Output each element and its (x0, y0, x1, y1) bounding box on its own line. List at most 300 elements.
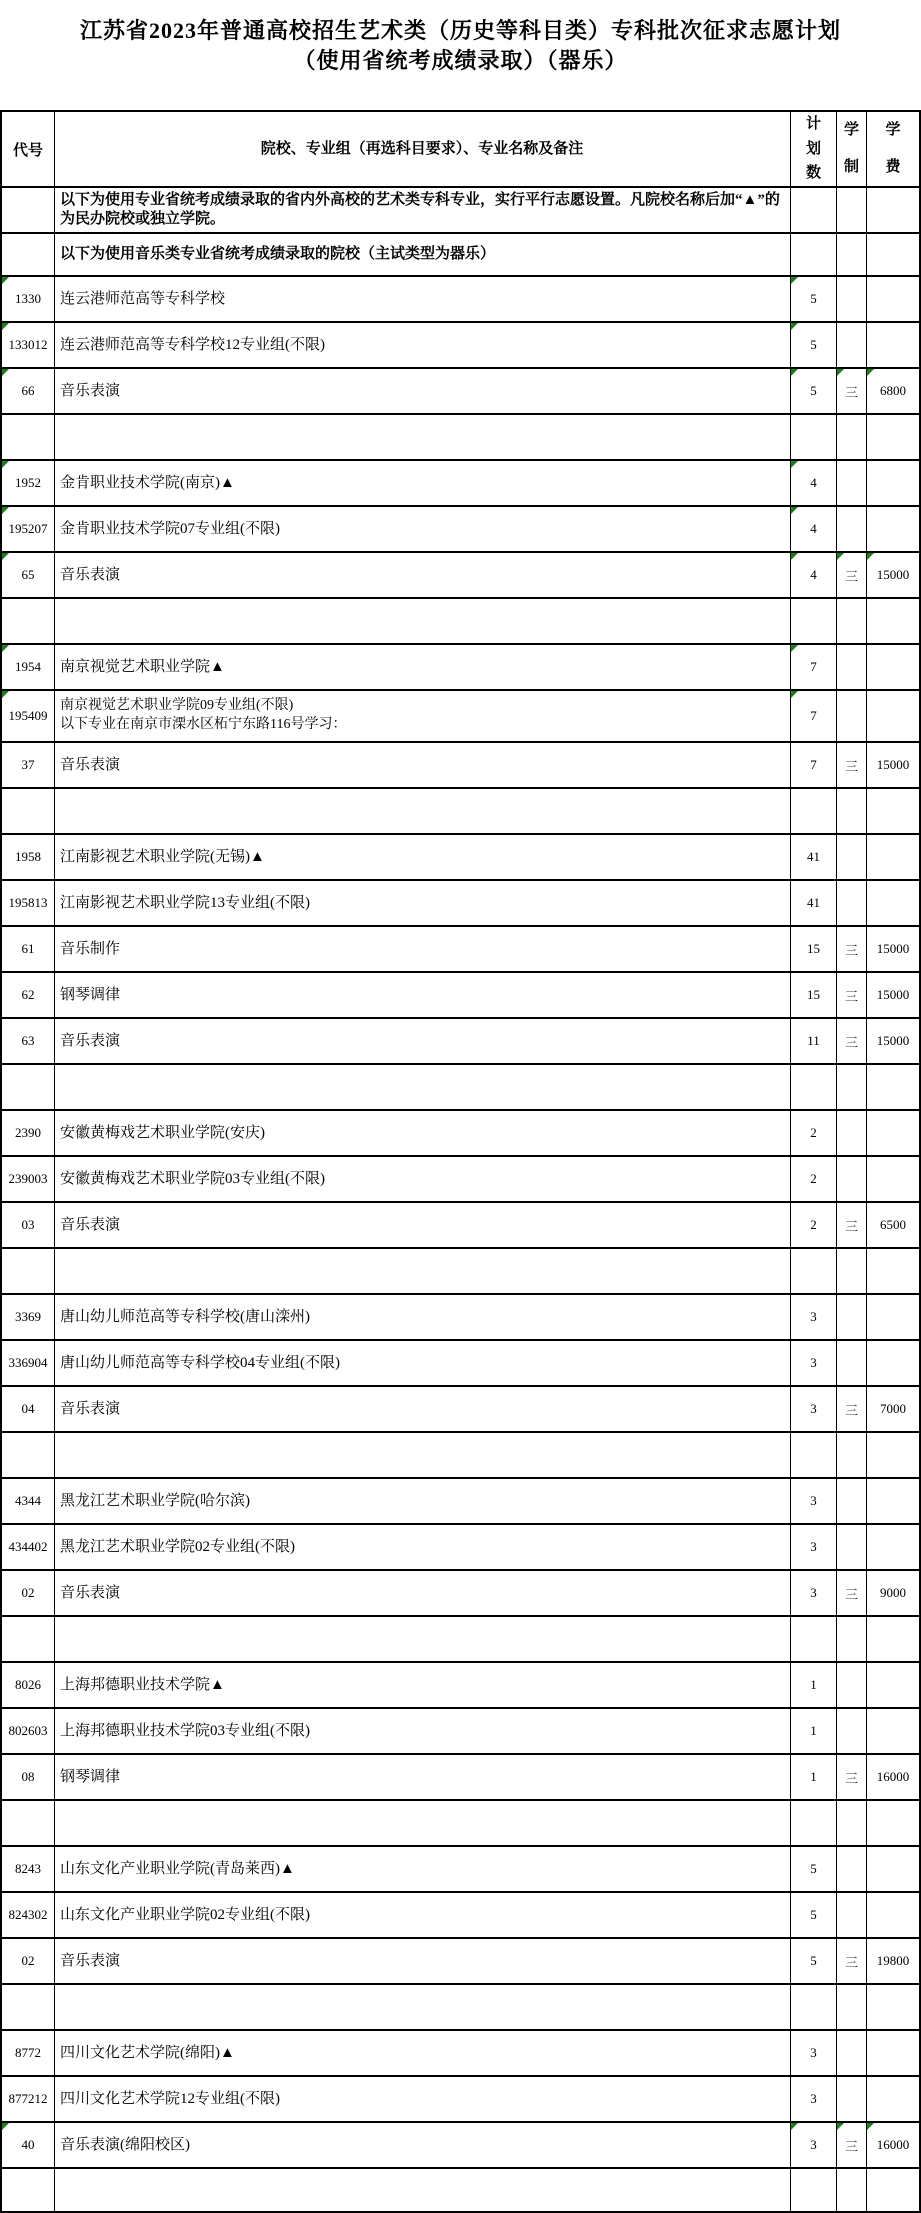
code-cell (2, 1249, 55, 1293)
code-cell: 824302 (2, 1893, 55, 1937)
fee-cell (867, 2031, 919, 2075)
plan-count-cell (791, 1801, 837, 1845)
duration-cell (837, 789, 867, 833)
school-name-cell (55, 1341, 791, 1385)
duration-cell (837, 507, 867, 551)
empty-row (2, 1433, 919, 1479)
fee-cell (867, 1525, 919, 1569)
plan-count-cell (791, 2169, 837, 2211)
fee-cell (867, 1479, 919, 1523)
plan-count-cell: 5 (791, 1893, 837, 1937)
page-title-line2: （使用省统考成绩录取）（器乐） (293, 48, 628, 73)
school-name-cell (55, 1939, 791, 1983)
fee-cell (867, 323, 919, 367)
code-cell (2, 188, 55, 232)
code-cell-marked: 195409 (2, 691, 55, 741)
school-name-cell (55, 553, 791, 597)
fee-cell (867, 507, 919, 551)
school-name-cell (55, 1387, 791, 1431)
fee-cell (867, 461, 919, 505)
fee-cell-marked: 15000 (867, 553, 919, 597)
school-name-cell (55, 461, 791, 505)
fee-cell (867, 2169, 919, 2211)
table-row (2, 645, 919, 691)
table-row (2, 507, 919, 553)
code-cell: 4344 (2, 1479, 55, 1523)
fee-cell (867, 188, 919, 232)
fee-cell: 9000 (880, 1585, 906, 1600)
code-cell (2, 599, 55, 643)
table-row (2, 691, 919, 743)
table-row (2, 1571, 919, 1617)
school-name-cell (55, 1801, 791, 1845)
school-name-text: 金肯职业技术学院(南京)▲ (60, 474, 235, 491)
plan-count-cell-marked: 5 (791, 369, 837, 413)
school-name-text: 音乐表演(绵阳校区) (60, 2136, 190, 2153)
duration-cell (837, 1479, 867, 1523)
duration-cell (837, 1157, 867, 1201)
duration-cell (837, 645, 867, 689)
plan-count-cell-marked: 4 (791, 461, 837, 505)
code-cell (2, 1985, 55, 2029)
school-name-cell (55, 1663, 791, 1707)
school-name-cell (55, 1571, 791, 1615)
school-name-cell (55, 277, 791, 321)
school-name-text: 安徽黄梅戏艺术职业学院03专业组(不限) (60, 1170, 325, 1187)
school-name-cell (55, 2077, 791, 2121)
fee-cell (867, 1341, 919, 1385)
fee-cell: 19800 (876, 1953, 910, 1968)
table-row (2, 973, 919, 1019)
school-name-cell (55, 369, 791, 413)
school-name-cell (55, 835, 791, 879)
fee-cell (867, 1617, 919, 1661)
school-name-text: 安徽黄梅戏艺术职业学院(安庆) (60, 1124, 265, 1141)
code-cell: 02 (2, 1571, 55, 1615)
school-name-text: 钢琴调律 (60, 986, 121, 1003)
school-name-text: 连云港师范高等专科学校12专业组(不限) (60, 336, 325, 353)
code-cell-marked: 195207 (2, 507, 55, 551)
code-cell: 61 (2, 927, 55, 971)
school-name-text: 音乐表演 (60, 756, 121, 773)
school-name-cell (55, 1433, 791, 1477)
plan-count-cell-marked: 5 (791, 323, 837, 367)
empty-row (2, 1617, 919, 1663)
empty-row (2, 789, 919, 835)
school-name-text: 音乐表演 (60, 382, 121, 399)
fee-cell (867, 1801, 919, 1845)
plan-count-cell: 3 (791, 2077, 837, 2121)
fee-cell (867, 1433, 919, 1477)
table-row (2, 1479, 919, 1525)
school-name-text: 以下为使用专业省统考成绩录取的省内外高校的艺术类专科专业，实行平行志愿设置。凡院校名称后加“▲”的为民办院校或独立学院。 (60, 192, 780, 227)
fee-cell (867, 1065, 919, 1109)
duration-cell (837, 2169, 867, 2211)
plan-count-cell-marked: 3 (791, 2123, 837, 2167)
school-name-cell (55, 927, 791, 971)
school-name-text: 音乐表演 (60, 1584, 121, 1601)
duration-cell (837, 323, 867, 367)
code-cell: 62 (2, 973, 55, 1017)
notice-row (2, 188, 919, 234)
duration-cell (837, 2031, 867, 2075)
plan-count-cell: 3 (791, 2031, 837, 2075)
school-name-cell (55, 188, 791, 232)
plan-count-cell (791, 415, 837, 459)
fee-cell: 6500 (880, 1217, 906, 1232)
plan-count-cell: 3 (791, 1295, 837, 1339)
duration-cell-marked: 三 (837, 553, 867, 597)
school-name-cell (55, 1203, 791, 1247)
plan-count-cell: 1 (791, 1755, 837, 1799)
school-name-cell (55, 2169, 791, 2211)
table-row (2, 553, 919, 599)
duration-cell (837, 415, 867, 459)
plan-count-cell-marked: 5 (791, 277, 837, 321)
school-name-cell (55, 1617, 791, 1661)
school-name-text: 唐山幼儿师范高等专科学校(唐山滦州) (60, 1308, 310, 1325)
code-cell: 3369 (2, 1295, 55, 1339)
school-name-cell (55, 789, 791, 833)
duration-cell: 三 (837, 1755, 867, 1799)
duration-cell: 三 (837, 743, 867, 787)
table-row (2, 2123, 919, 2169)
school-name-text: 南京视觉艺术职业学院09专业组(不限) 以下专业在南京市溧水区柘宁东路116号学习： (60, 698, 347, 732)
duration-cell (837, 1801, 867, 1845)
duration-cell (837, 461, 867, 505)
code-cell (2, 234, 55, 275)
school-name-cell (55, 1249, 791, 1293)
code-cell: 239003 (2, 1157, 55, 1201)
table-row (2, 1111, 919, 1157)
school-name-text: 音乐表演 (60, 1032, 121, 1049)
plan-count-cell (791, 188, 837, 232)
school-name-cell (55, 507, 791, 551)
code-cell-marked: 1330 (2, 277, 55, 321)
duration-cell (837, 1663, 867, 1707)
code-cell: 1958 (2, 835, 55, 879)
duration-cell: 三 (837, 1939, 867, 1983)
plan-count-cell: 7 (791, 743, 837, 787)
school-name-cell (55, 1019, 791, 1063)
code-cell-marked: 40 (2, 2123, 55, 2167)
school-name-text: 黑龙江艺术职业学院02专业组(不限) (60, 1538, 295, 1555)
plan-count-cell: 3 (791, 1341, 837, 1385)
duration-cell (837, 599, 867, 643)
code-cell (2, 1617, 55, 1661)
table-row (2, 1157, 919, 1203)
admission-plan-table (0, 110, 921, 2213)
school-name-cell (55, 2031, 791, 2075)
table-row (2, 1663, 919, 1709)
fee-cell: 15000 (876, 1033, 910, 1048)
fee-cell: 15000 (876, 757, 910, 772)
fee-cell (867, 789, 919, 833)
code-cell: 8243 (2, 1847, 55, 1891)
duration-cell (837, 2077, 867, 2121)
school-name-text: 四川文化艺术学院12专业组(不限) (60, 2090, 280, 2107)
plan-count-cell: 3 (791, 1525, 837, 1569)
plan-count-cell (791, 234, 837, 275)
header-fee: 学 费 (885, 122, 901, 176)
fee-cell (867, 1111, 919, 1155)
duration-cell (837, 881, 867, 925)
table-row (2, 1019, 919, 1065)
table-row (2, 835, 919, 881)
duration-cell (837, 1893, 867, 1937)
plan-count-cell: 3 (791, 1571, 837, 1615)
code-cell: 04 (2, 1387, 55, 1431)
school-name-text: 山东文化产业职业学院02专业组(不限) (60, 1906, 310, 1923)
code-cell-marked: 65 (2, 553, 55, 597)
duration-cell (837, 1525, 867, 1569)
school-name-text: 江南影视艺术职业学院13专业组(不限) (60, 894, 310, 911)
code-cell: 8772 (2, 2031, 55, 2075)
fee-cell-marked: 16000 (867, 2123, 919, 2167)
duration-cell (837, 1111, 867, 1155)
duration-cell (837, 234, 867, 275)
fee-cell (867, 2077, 919, 2121)
plan-count-cell: 41 (791, 835, 837, 879)
table-row (2, 1341, 919, 1387)
duration-cell (837, 1341, 867, 1385)
duration-cell-marked: 三 (837, 369, 867, 413)
school-note-text: 以下专业在南京市溧水区柘宁东路116号学习： (60, 717, 347, 732)
code-cell (2, 1801, 55, 1845)
plan-count-cell (791, 599, 837, 643)
plan-count-cell: 1 (791, 1709, 837, 1753)
school-name-cell (55, 743, 791, 787)
school-name-text: 音乐表演 (60, 1952, 121, 1969)
fee-cell-marked: 6800 (867, 369, 919, 413)
code-cell: 02 (2, 1939, 55, 1983)
duration-cell: 三 (837, 927, 867, 971)
table-row (2, 1755, 919, 1801)
school-name-text: 音乐表演 (60, 1216, 121, 1233)
code-cell (2, 1433, 55, 1477)
fee-cell (867, 1985, 919, 2029)
school-name-cell (55, 1525, 791, 1569)
fee-cell (867, 645, 919, 689)
school-name-text: 黑龙江艺术职业学院(哈尔滨) (60, 1492, 250, 1509)
school-name-text: 上海邦德职业技术学院▲ (60, 1676, 225, 1693)
school-name-text: 江南影视艺术职业学院(无锡)▲ (60, 848, 265, 865)
code-cell: 802603 (2, 1709, 55, 1753)
code-cell (2, 2169, 55, 2211)
school-name-text: 连云港师范高等专科学校 (60, 290, 226, 307)
header-plan-count: 计 划 数 (791, 112, 837, 186)
school-name-cell (55, 1709, 791, 1753)
empty-row (2, 1065, 919, 1111)
fee-cell (867, 835, 919, 879)
plan-count-cell-marked: 4 (791, 553, 837, 597)
table-row (2, 1387, 919, 1433)
table-row (2, 743, 919, 789)
header-code: 代号 (2, 112, 55, 186)
school-name-text: 上海邦德职业技术学院03专业组(不限) (60, 1722, 310, 1739)
fee-cell (867, 881, 919, 925)
plan-count-cell: 2 (791, 1203, 837, 1247)
school-name-text: 钢琴调律 (60, 1768, 121, 1785)
school-name-cell (55, 1479, 791, 1523)
table-row (2, 1709, 919, 1755)
table-row (2, 881, 919, 927)
code-cell-marked: 133012 (2, 323, 55, 367)
duration-cell (837, 1249, 867, 1293)
duration-cell: 三 (837, 973, 867, 1017)
fee-cell (867, 1847, 919, 1891)
fee-cell (867, 1249, 919, 1293)
plan-count-cell (791, 1617, 837, 1661)
code-cell (2, 1065, 55, 1109)
code-cell: 37 (2, 743, 55, 787)
empty-row (2, 2169, 919, 2213)
duration-cell (837, 1617, 867, 1661)
plan-count-cell: 15 (791, 927, 837, 971)
fee-cell: 15000 (876, 987, 910, 1002)
code-cell: 336904 (2, 1341, 55, 1385)
duration-cell (837, 1433, 867, 1477)
table-row (2, 461, 919, 507)
table-body (2, 188, 919, 2213)
school-name-cell (55, 1985, 791, 2029)
fee-cell (867, 415, 919, 459)
duration-cell: 三 (837, 1571, 867, 1615)
duration-cell (837, 1295, 867, 1339)
plan-count-cell (791, 1065, 837, 1109)
plan-count-cell (791, 789, 837, 833)
code-cell: 8026 (2, 1663, 55, 1707)
plan-count-cell-marked: 7 (791, 691, 837, 741)
fee-cell (867, 234, 919, 275)
code-cell (2, 415, 55, 459)
school-name-cell (55, 1111, 791, 1155)
table-row (2, 1525, 919, 1571)
empty-row (2, 1801, 919, 1847)
plan-count-cell (791, 1249, 837, 1293)
school-name-text: 音乐制作 (60, 940, 121, 957)
duration-cell (837, 188, 867, 232)
duration-cell (837, 1985, 867, 2029)
table-header-row (2, 112, 919, 188)
school-name-cell (55, 881, 791, 925)
plan-count-cell-marked: 7 (791, 645, 837, 689)
school-name-text: 四川文化艺术学院(绵阳)▲ (60, 2044, 235, 2061)
duration-cell (837, 1709, 867, 1753)
plan-count-cell (791, 1985, 837, 2029)
code-cell: 63 (2, 1019, 55, 1063)
plan-count-cell: 41 (791, 881, 837, 925)
fee-cell: 15000 (876, 941, 910, 956)
table-row (2, 1939, 919, 1985)
code-cell: 434402 (2, 1525, 55, 1569)
school-name-cell (55, 1065, 791, 1109)
table-row (2, 2031, 919, 2077)
plan-count-cell: 5 (791, 1847, 837, 1891)
table-row (2, 369, 919, 415)
fee-cell (867, 691, 919, 741)
plan-count-cell: 11 (791, 1019, 837, 1063)
fee-cell (867, 1663, 919, 1707)
header-school: 院校、专业组（再选科目要求）、专业名称及备注 (55, 112, 791, 186)
table-row (2, 1847, 919, 1893)
school-name-text: 唐山幼儿师范高等专科学校04专业组(不限) (60, 1354, 340, 1371)
school-name-text: 音乐表演 (60, 566, 121, 583)
table-row (2, 1203, 919, 1249)
code-cell-marked: 1954 (2, 645, 55, 689)
school-name-cell (55, 973, 791, 1017)
duration-cell: 三 (837, 1387, 867, 1431)
fee-cell (867, 1295, 919, 1339)
school-name-cell (55, 1755, 791, 1799)
empty-row (2, 599, 919, 645)
plan-count-cell: 2 (791, 1157, 837, 1201)
school-name-cell (55, 599, 791, 643)
code-cell (2, 789, 55, 833)
table-row (2, 323, 919, 369)
code-cell: 877212 (2, 2077, 55, 2121)
fee-cell (867, 599, 919, 643)
fee-cell (867, 1709, 919, 1753)
code-cell-marked: 1952 (2, 461, 55, 505)
school-name-cell (55, 415, 791, 459)
duration-cell (837, 1065, 867, 1109)
plan-count-cell: 2 (791, 1111, 837, 1155)
code-cell: 08 (2, 1755, 55, 1799)
duration-cell: 三 (837, 1019, 867, 1063)
school-name-cell (55, 1893, 791, 1937)
empty-row (2, 1249, 919, 1295)
plan-count-cell (791, 1433, 837, 1477)
empty-row (2, 415, 919, 461)
school-name-text: 音乐表演 (60, 1400, 121, 1417)
fee-cell (867, 1157, 919, 1201)
fee-cell: 16000 (876, 1769, 910, 1784)
code-cell: 03 (2, 1203, 55, 1247)
duration-cell: 三 (837, 1203, 867, 1247)
plan-count-cell: 3 (791, 1479, 837, 1523)
plan-count-cell: 5 (791, 1939, 837, 1983)
duration-cell (837, 277, 867, 321)
code-cell: 195813 (2, 881, 55, 925)
plan-count-cell-marked: 4 (791, 507, 837, 551)
fee-cell (867, 277, 919, 321)
school-name-cell (55, 1847, 791, 1891)
header-duration: 学 制 (837, 112, 867, 186)
empty-row (2, 1985, 919, 2031)
school-name-text: 金肯职业技术学院07专业组(不限) (60, 520, 280, 537)
school-name-cell (55, 1157, 791, 1201)
plan-count-cell: 1 (791, 1663, 837, 1707)
page-title (0, 0, 921, 110)
code-cell: 2390 (2, 1111, 55, 1155)
school-name-text: 南京视觉艺术职业学院▲ (60, 658, 225, 675)
school-name-cell (55, 1295, 791, 1339)
school-name-cell (55, 323, 791, 367)
fee-cell (867, 1893, 919, 1937)
duration-cell (837, 1847, 867, 1891)
school-name-cell (55, 691, 791, 741)
duration-cell (837, 691, 867, 741)
duration-cell (837, 835, 867, 879)
notice-row (2, 234, 919, 277)
school-name-cell (55, 645, 791, 689)
school-name-text: 以下为使用音乐类专业省统考成绩录取的院校（主试类型为器乐） (60, 246, 496, 263)
duration-cell-marked: 三 (837, 2123, 867, 2167)
plan-count-cell: 3 (791, 1387, 837, 1431)
table-row (2, 927, 919, 973)
page-title-line1: 江苏省2023年普通高校招生艺术类（历史等科目类）专科批次征求志愿计划 (79, 18, 841, 43)
